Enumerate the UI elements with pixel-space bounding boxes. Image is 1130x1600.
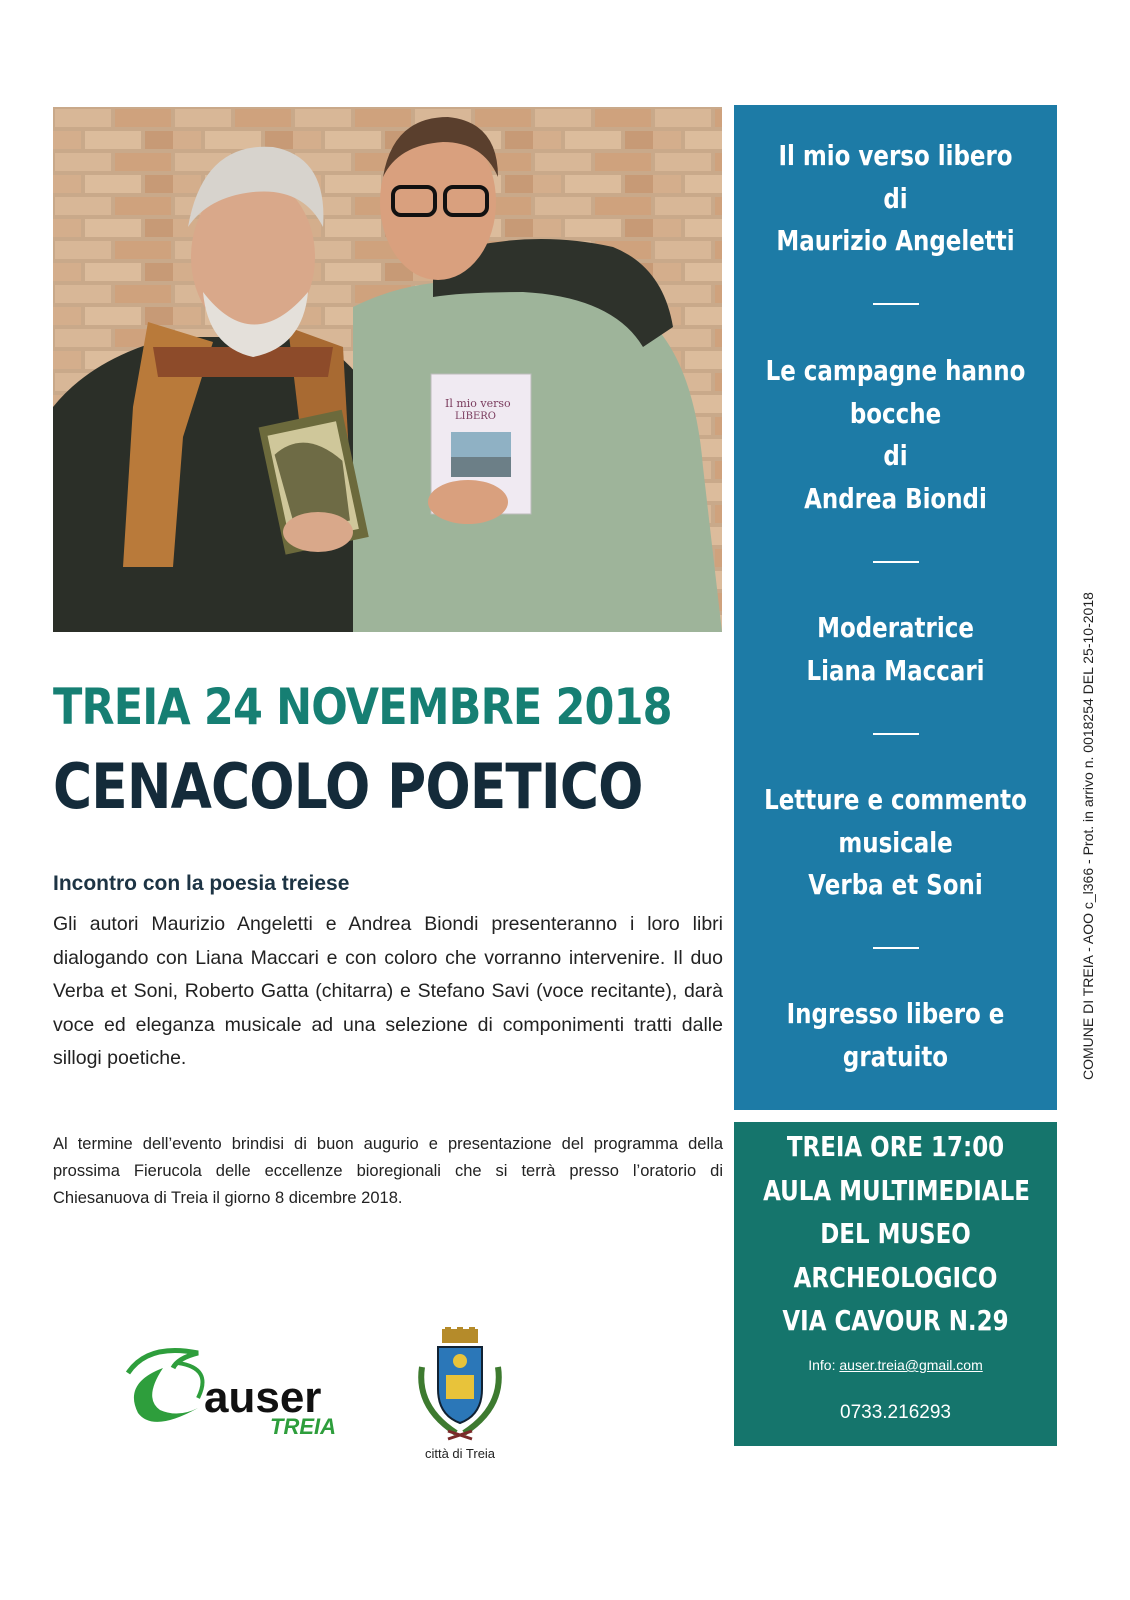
venue-line: AULA MULTIMEDIALE	[763, 1173, 1030, 1207]
program-line: Maurizio Angeletti	[776, 224, 1015, 257]
program-entry	[734, 993, 1057, 1078]
program-line: Verba et Soni	[808, 868, 983, 901]
crest-emblem	[412, 1327, 508, 1443]
program-line: gratuito	[842, 1039, 949, 1073]
venue-line: ARCHEOLOGICO	[793, 1260, 998, 1294]
venue-line: TREIA ORE 17:00	[786, 1130, 1005, 1163]
svg-text:LIBERO: LIBERO	[455, 411, 496, 422]
venue-panel	[734, 1122, 1057, 1446]
program-line: bocche	[849, 396, 942, 430]
program-line: di	[883, 439, 908, 472]
venue-line: DEL MUSEO	[820, 1217, 971, 1250]
auser-sub: TREIA	[270, 1414, 336, 1438]
program-line: di	[883, 181, 908, 215]
authors-photo	[53, 107, 722, 632]
authors-photo-illustration	[53, 107, 722, 632]
crest-caption: città di Treia	[424, 1446, 496, 1461]
event-title: CENACOLO POETICO	[53, 750, 643, 823]
closing-note: Al termine dell’evento brindisi di buon augurio e presentazione del programma della prossima Fierucola delle eccellenze bioregionali che si terrà presso l’oratorio di Chiesanuova di Treia il giorno 8 dicembre 2018.	[53, 1135, 723, 1207]
program-book2	[734, 350, 1057, 520]
venue-line: VIA CAVOUR N.29	[782, 1304, 1009, 1337]
program-book1	[734, 135, 1057, 263]
program-line: Le campagne hanno	[765, 354, 1026, 387]
venue-details	[734, 1125, 1057, 1343]
program-divider	[873, 733, 919, 735]
intro-body: Gli autori Maurizio Angeletti e Andrea Biondi presenteranno i loro libri dialogando con Liana Maccari e con coloro che vorranno intervenire. Il duo Verba et Soni, Roberto Gatta (chitarra) e Stefano Savi (voce recitante), darà voce ed eleganza musicale ad una selezione di componimenti tratti dalle sillogi poetiche.	[53, 913, 723, 1069]
program-line: Liana Maccari	[806, 653, 985, 687]
program-panel	[734, 105, 1057, 1110]
program-line: Moderatrice	[817, 611, 974, 644]
intro-subtitle: Incontro con la poesia treiese	[53, 872, 350, 895]
info-label: Info:	[808, 1357, 836, 1373]
program-moderator	[734, 607, 1057, 692]
phone-number: 0733.216293	[840, 1402, 951, 1423]
program-divider	[873, 947, 919, 949]
program-line: Letture e commento	[764, 783, 1027, 816]
program-line: Il mio verso libero	[778, 139, 1013, 172]
program-divider	[873, 303, 919, 305]
email-link[interactable]: auser.treia@gmail.com	[839, 1357, 983, 1373]
program-line: Ingresso libero e	[786, 997, 1005, 1030]
program-music	[734, 779, 1057, 907]
program-divider	[873, 561, 919, 563]
protocol-stamp: COMUNE DI TREIA - AOO c_l366 - Prot. in arrivo n. 0018254 DEL 25-10-2018	[1080, 592, 1096, 1080]
book-cover-title: Il mio verso	[445, 397, 511, 410]
event-date-title: TREIA 24 NOVEMBRE 2018	[53, 678, 672, 736]
auser-name: auser	[204, 1373, 322, 1422]
auser-logo-mark	[118, 1338, 348, 1438]
program-line: Andrea Biondi	[804, 481, 987, 515]
city-crest	[412, 1327, 508, 1443]
program-line: musicale	[838, 825, 953, 859]
contact-info	[734, 1357, 1057, 1373]
auser-logo	[118, 1338, 348, 1438]
